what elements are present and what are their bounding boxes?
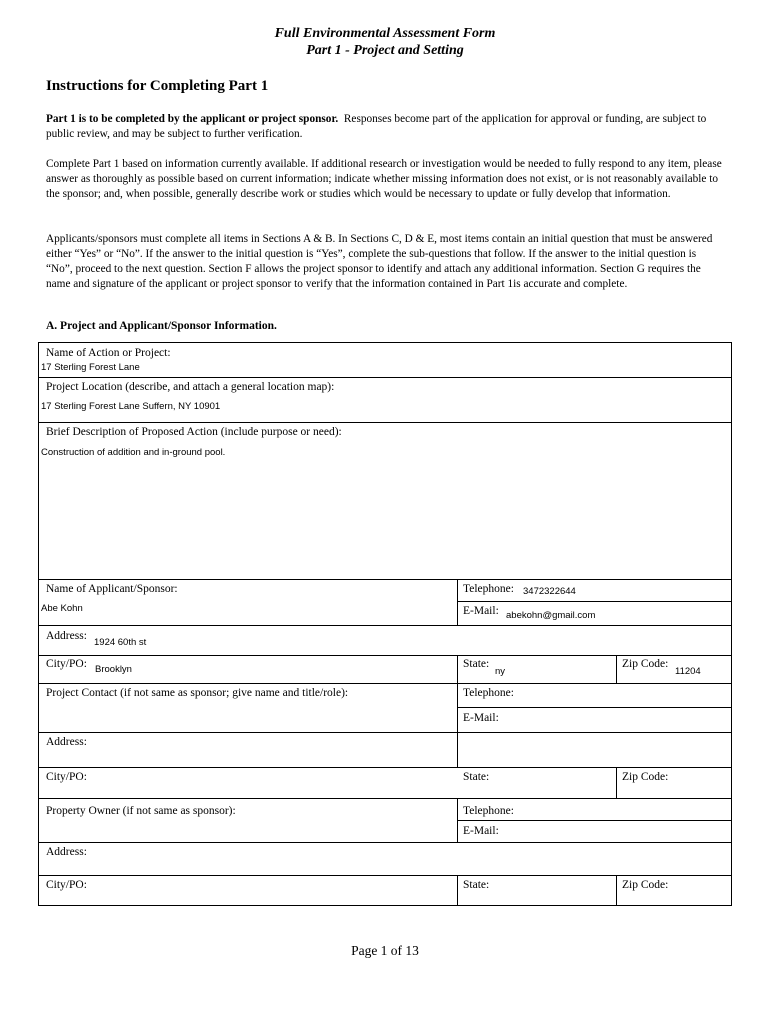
column-divider [457,798,458,842]
telephone-label: Telephone: [463,583,514,595]
row-divider [39,732,731,733]
contact-zip-label: Zip Code: [622,771,669,783]
project-location-label: Project Location (describe, and attach a general location map): [46,381,335,393]
row-divider [39,422,731,423]
page-number: Page 1 of 13 [351,943,419,958]
column-divider [457,655,458,767]
contact-state-label: State: [463,771,490,783]
contact-email-label: E-Mail: [463,712,499,724]
project-name-field[interactable]: 17 Sterling Forest Lane [41,362,140,373]
column-divider [457,875,458,906]
contact-telephone-label: Telephone: [463,687,514,699]
email-field[interactable]: abekohn@gmail.com [506,610,596,621]
zip-field[interactable]: 11204 [675,666,701,677]
instructions-paragraph-1 [46,112,722,142]
owner-email-label: E-Mail: [463,825,499,837]
form-title: Full Environmental Assessment Form [274,26,496,41]
row-divider [39,842,731,843]
instructions-p1-rest: Responses become part of the application for approval or funding, are subject to public review, and may be subject to further verification. [46,113,710,140]
contact-address-label: Address: [46,736,87,748]
project-name-label: Name of Action or Project: [46,347,171,359]
column-divider [616,875,617,906]
state-field[interactable]: ny [495,666,506,677]
applicant-name-field[interactable]: Abe Kohn [41,603,83,614]
address-field[interactable]: 1924 60th st [94,637,147,648]
owner-telephone-label: Telephone: [463,805,514,817]
state-label: State: [463,658,490,670]
row-divider [457,707,731,708]
owner-city-label: City/PO: [46,879,87,891]
section-a-heading: A. Project and Applicant/Sponsor Information. [46,320,277,332]
applicant-name-label: Name of Applicant/Sponsor: [46,583,178,595]
row-divider [457,601,731,602]
owner-address-label: Address: [46,846,87,858]
instructions-heading: Instructions for Completing Part 1 [46,78,269,94]
project-info-form [38,342,732,906]
row-divider [457,820,731,821]
row-divider [39,875,731,876]
instructions-p1-bold: Part 1 is to be completed by the applicant or project sponsor. [46,113,339,125]
owner-state-label: State: [463,879,490,891]
project-contact-label: Project Contact (if not same as sponsor; give name and title/role): [46,687,349,699]
instructions-paragraph-2: Complete Part 1 based on information currently available. If additional research or investigation would be needed to fully respond to any item, please answer as thoroughly as possible based on current information; indicate whether missing information does not exist, or is not reasonably available to the sponsor; and, when possible, generally describe work or studies which would be necessary to update or fully develop that information. [46,158,722,200]
contact-city-label: City/PO: [46,771,87,783]
project-location-field[interactable]: 17 Sterling Forest Lane Suffern, NY 10901 [41,401,221,412]
description-field[interactable]: Construction of addition and in-ground pool. [41,447,226,458]
description-label: Brief Description of Proposed Action (include purpose or need): [46,426,342,438]
column-divider [616,655,617,683]
owner-zip-label: Zip Code: [622,879,669,891]
city-label: City/PO: [46,658,87,670]
column-divider [616,767,617,798]
zip-label: Zip Code: [622,658,669,670]
form-subtitle: Part 1 - Project and Setting [306,43,464,58]
address-label: Address: [46,630,87,642]
instructions-paragraph-3: Applicants/sponsors must complete all items in Sections A & B. In Sections C, D & E, most items contain an initial question that must be answered either “Yes” or “No”. If the answer to the initial question is “Yes”, complete the sub-questions that follow. If the answer to the initial question is “No”, proceed to the next question. Section F allows the project sponsor to identify and attach any additional information. Section G requires the name and signature of the applicant or project sponsor to verify that the information contained in Part 1is accurate and complete. [46,233,713,290]
column-divider [457,579,458,625]
row-divider [39,798,731,799]
row-divider [39,377,731,378]
row-divider [39,625,731,626]
telephone-field[interactable]: 3472322644 [523,586,576,597]
row-divider [39,655,731,656]
row-divider [39,579,731,580]
property-owner-label: Property Owner (if not same as sponsor): [46,805,236,817]
email-label: E-Mail: [463,605,499,617]
row-divider [39,683,731,684]
row-divider [39,767,731,768]
city-field[interactable]: Brooklyn [95,664,132,675]
